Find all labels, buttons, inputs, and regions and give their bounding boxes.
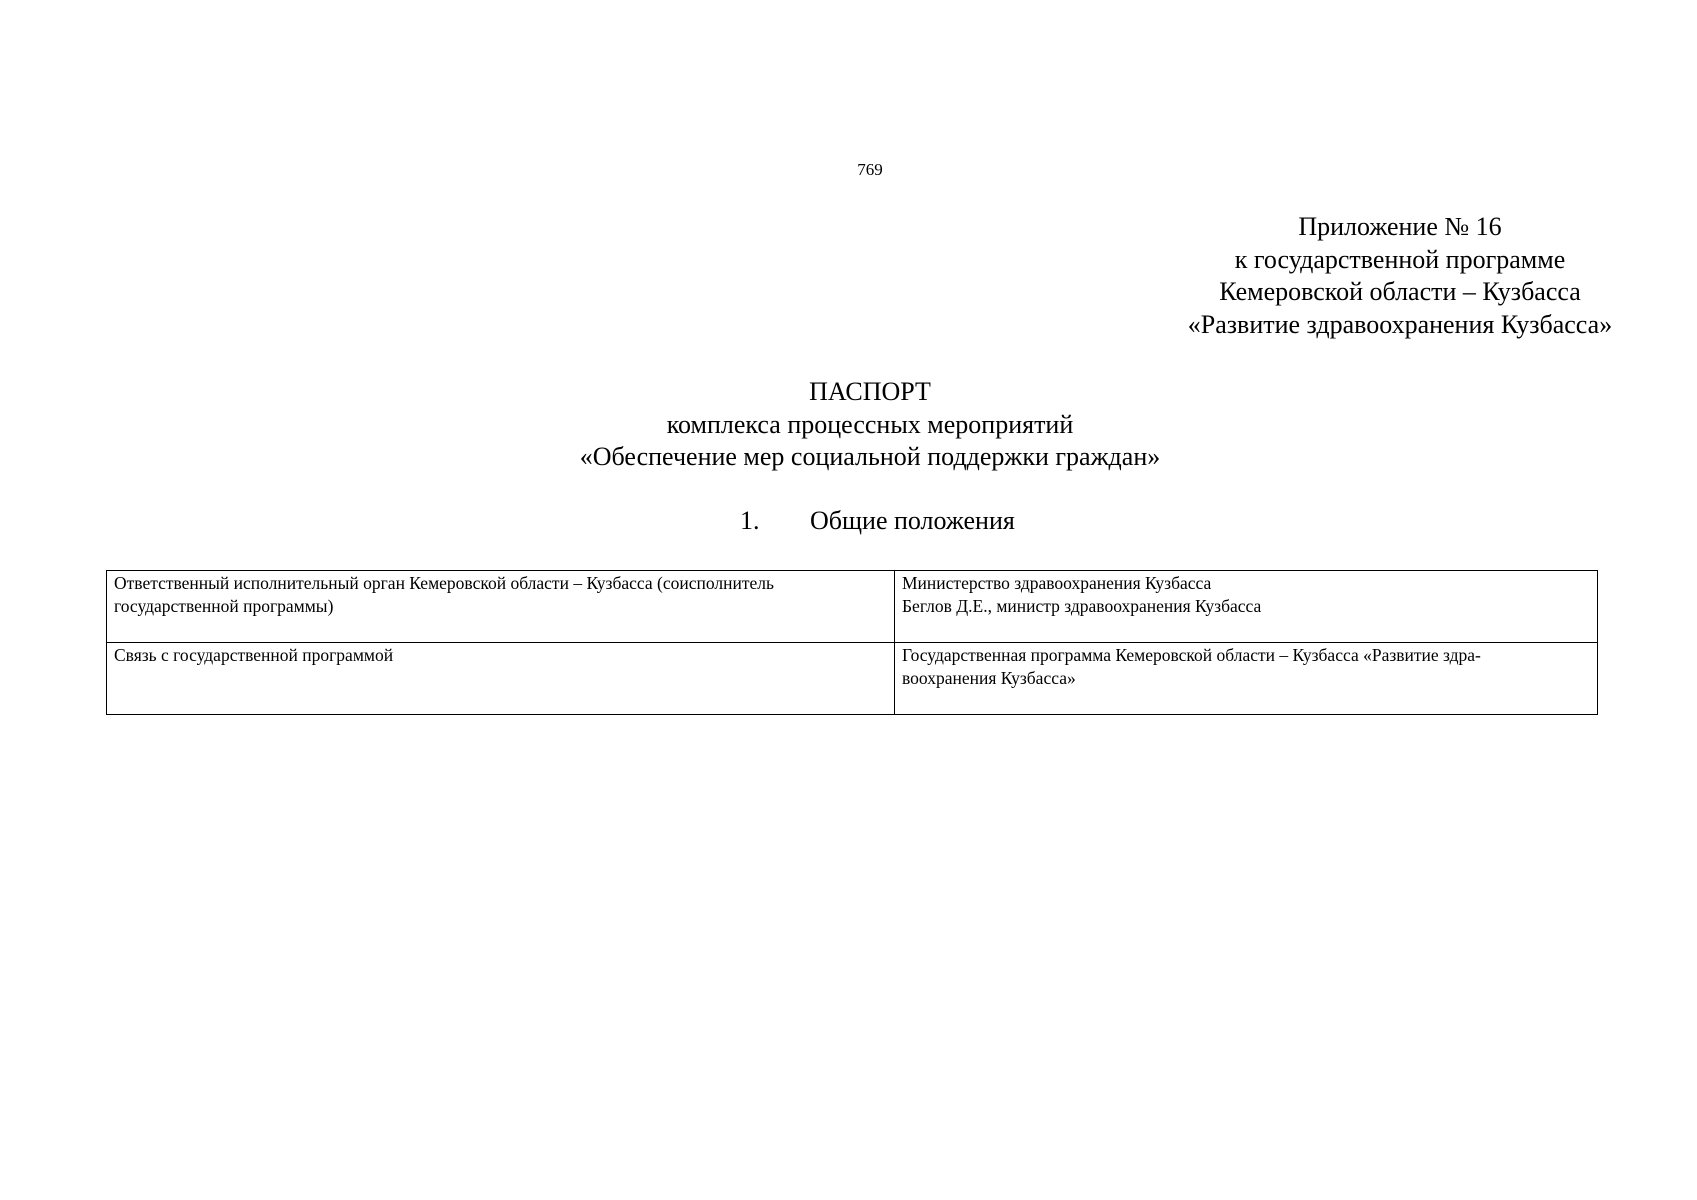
section-heading bbox=[740, 505, 1015, 537]
appendix-line: «Развитие здравоохранения Кузбасса» bbox=[1187, 309, 1613, 339]
title-line-passport: ПАСПОРТ bbox=[809, 377, 931, 406]
row-value-line: Беглов Д.Е., министр здравоохранения Кузбасса bbox=[902, 596, 1262, 616]
row-label: Ответственный исполнительный орган Кемеровской области – Кузбасса (соисполнитель государственной программы) bbox=[114, 573, 774, 616]
row-label: Связь с государственной программой bbox=[114, 645, 394, 665]
general-provisions-table bbox=[106, 570, 1598, 715]
row-value-line: Министерство здравоохранения Кузбасса bbox=[902, 573, 1212, 593]
row-value-line: Государственная программа Кемеровской области – Кузбасса «Развитие здра- bbox=[902, 645, 1481, 665]
table-row bbox=[107, 571, 1598, 643]
appendix-line: к государственной программе bbox=[1234, 244, 1566, 274]
appendix-line: Приложение № 16 bbox=[1298, 212, 1502, 241]
section-number: 1. bbox=[740, 506, 760, 535]
row-value-line: воохранения Кузбасса» bbox=[902, 668, 1076, 688]
appendix-block bbox=[1140, 211, 1660, 341]
section-title: Общие положения bbox=[810, 506, 1015, 535]
table-cell-label bbox=[107, 643, 895, 715]
appendix-line: Кемеровской области – Кузбасса bbox=[1219, 277, 1581, 306]
document-title bbox=[0, 376, 1697, 474]
table-cell-label bbox=[107, 571, 895, 643]
page-number: 769 bbox=[857, 160, 883, 179]
table-row bbox=[107, 643, 1598, 715]
table-cell-value bbox=[895, 643, 1598, 715]
title-line-subtitle: комплекса процессных мероприятий bbox=[666, 409, 1074, 439]
title-line-name: «Обеспечение мер социальной поддержки граждан» bbox=[579, 442, 1161, 471]
table-cell-value bbox=[895, 571, 1598, 643]
